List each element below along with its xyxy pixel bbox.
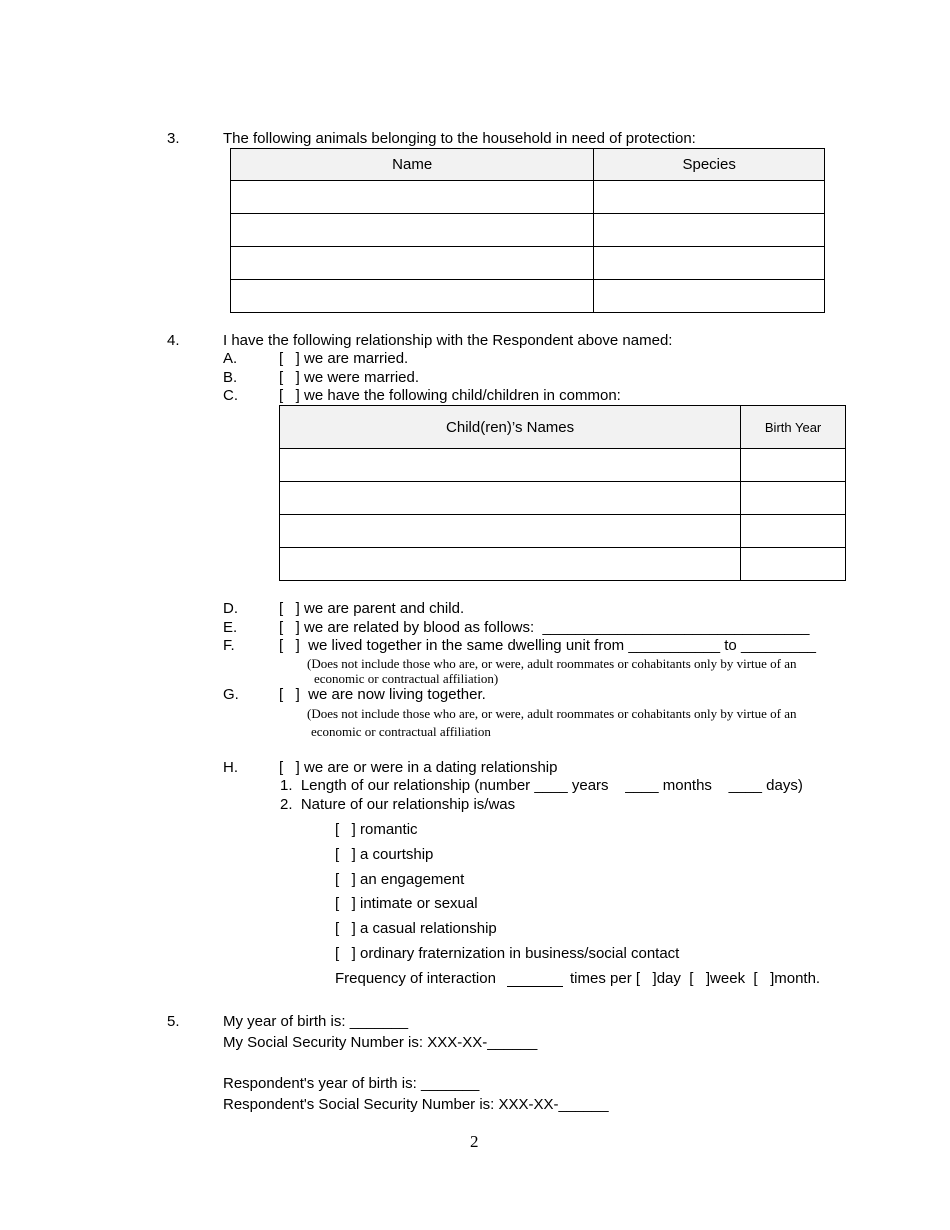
respondent-ssn: Respondent's Social Security Number is: XXX-XX-______ [223,1096,609,1113]
frequency-label: Frequency of interaction [335,970,496,987]
option-courtship[interactable]: [ ] a courtship [335,846,434,863]
section-4-number: 4. [167,332,180,349]
item-a-married[interactable]: [ ] we are married. [279,350,409,367]
item-g-note-line-2: economic or contractual affiliation [311,724,491,739]
item-f-lived-together[interactable]: [ ] we lived together in the same dwelling unit from ___________ to _________ [279,637,817,654]
animals-species-header: Species [594,149,825,181]
child-birth-year-cell[interactable] [741,482,846,515]
section-3-number: 3. [167,130,180,147]
relationship-length: 1. Length of our relationship (number ____ years ____ months ____ days) [280,777,803,794]
table-row [231,247,825,280]
child-name-cell[interactable] [280,482,741,515]
item-f-letter: F. [223,637,235,654]
children-table [279,405,846,581]
item-h-dating[interactable]: [ ] we are or were in a dating relationship [279,759,558,776]
item-a-letter: A. [223,350,238,367]
relationship-nature: 2. Nature of our relationship is/was [280,796,516,813]
option-casual[interactable]: [ ] a casual relationship [335,920,497,937]
item-g-note-line-1: (Does not include those who are, or were, adult roommates or cohabitants only by virtue of an [307,706,797,721]
item-f-note-line-1: (Does not include those who are, or were, adult roommates or cohabitants only by virtue of an [307,656,797,671]
item-g-letter: G. [223,686,239,703]
table-row [231,280,825,313]
animal-species-cell[interactable] [594,247,825,280]
birth-year-header: Birth Year [741,406,846,449]
animals-table [230,148,825,313]
child-birth-year-cell[interactable] [741,548,846,581]
my-year-of-birth: My year of birth is: _______ [223,1013,409,1030]
option-intimate[interactable]: [ ] intimate or sexual [335,895,478,912]
table-row [231,214,825,247]
frequency-period[interactable]: times per [ ]day [ ]week [ ]month. [570,970,821,987]
item-h-letter: H. [223,759,238,776]
option-engagement[interactable]: [ ] an engagement [335,871,465,888]
option-fraternization[interactable]: [ ] ordinary fraternization in business/social contact [335,945,680,962]
item-b-were-married[interactable]: [ ] we were married. [279,369,420,386]
page-number: 2 [470,1132,479,1151]
animal-species-cell[interactable] [594,181,825,214]
item-c-children[interactable]: [ ] we have the following child/children in common: [279,387,621,404]
animal-name-cell[interactable] [231,181,594,214]
table-row [280,548,846,581]
item-c-letter: C. [223,387,238,404]
item-b-letter: B. [223,369,238,386]
option-romantic[interactable]: [ ] romantic [335,821,418,838]
table-row [280,482,846,515]
section-4-text: I have the following relationship with the Respondent above named: [223,332,673,349]
frequency-blank[interactable] [507,986,563,987]
animal-species-cell[interactable] [594,280,825,313]
item-d-parent-child[interactable]: [ ] we are parent and child. [279,600,465,617]
table-row [280,449,846,482]
table-row [280,515,846,548]
child-name-cell[interactable] [280,449,741,482]
child-name-cell[interactable] [280,548,741,581]
animal-name-cell[interactable] [231,280,594,313]
item-e-letter: E. [223,619,238,636]
my-ssn: My Social Security Number is: XXX-XX-______ [223,1034,538,1051]
child-birth-year-cell[interactable] [741,449,846,482]
animal-species-cell[interactable] [594,214,825,247]
item-f-note-line-2: economic or contractual affiliation) [314,671,499,686]
table-row [231,181,825,214]
respondent-year-of-birth: Respondent's year of birth is: _______ [223,1075,480,1092]
item-e-blood[interactable]: [ ] we are related by blood as follows: ________________________________ [279,619,810,636]
child-name-cell[interactable] [280,515,741,548]
section-5-number: 5. [167,1013,180,1030]
animal-name-cell[interactable] [231,247,594,280]
animal-name-cell[interactable] [231,214,594,247]
section-3-text: The following animals belonging to the household in need of protection: [223,130,696,147]
item-g-living-together[interactable]: [ ] we are now living together. [279,686,486,703]
item-d-letter: D. [223,600,238,617]
animals-name-header: Name [231,149,594,181]
child-birth-year-cell[interactable] [741,515,846,548]
children-names-header: Child(ren)’s Names [280,406,741,449]
